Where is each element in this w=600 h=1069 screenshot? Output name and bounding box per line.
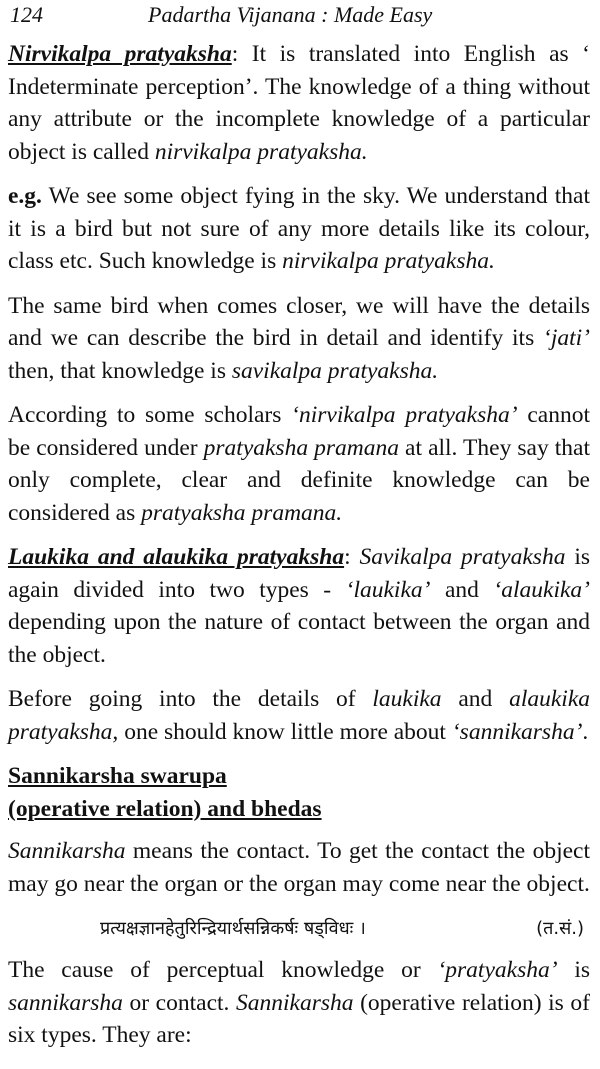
running-title: Padartha Vijanana : Made Easy <box>148 2 433 27</box>
body-text: The cause of perceptual knowledge or <box>8 957 438 983</box>
section-heading-line1: Sannikarsha swarupa <box>8 763 227 789</box>
term-heading: Nirvikalpa pratyaksha <box>8 41 232 67</box>
italic-term: Savikalpa pratyaksha <box>350 544 566 570</box>
paragraph-sannikarsha <box>8 835 590 900</box>
paragraph-nirvikalpa <box>8 38 590 168</box>
body-text: or contact. <box>122 989 236 1016</box>
italic-term: sannikarsha <box>8 989 123 1016</box>
paragraph-example <box>8 180 590 278</box>
body-text: According to some scholars <box>8 402 292 428</box>
paragraph-scholars <box>8 399 590 529</box>
term-heading: Laukika and alaukika pratyaksha <box>8 544 345 570</box>
body-text: Before going into the details of <box>8 686 373 712</box>
colon: : <box>344 544 351 570</box>
body-text: and <box>441 686 510 712</box>
italic-term: ‘laukika’ <box>345 576 431 603</box>
eg-label: e.g. <box>8 183 42 209</box>
body-text: It is translated into English as ‘ Indeterminate perception’. The knowledge of a thing without any attribute or the incomplete knowledge of a particular object is called <box>8 41 590 165</box>
verse-source: (त.सं.) <box>536 918 584 939</box>
body-text: . <box>582 718 589 745</box>
italic-term: ‘sannikarsha’ <box>451 718 583 745</box>
sanskrit-verse <box>8 912 590 946</box>
italic-term: ‘nirvikalpa pratyaksha’ <box>291 402 518 428</box>
body-text: (operative relation) is of six types. They are: <box>8 989 590 1048</box>
page-number: 124 <box>10 2 43 27</box>
italic-term: nirvikalpa pratyaksha. <box>154 138 368 165</box>
italic-term: Sannikarsha <box>8 838 126 864</box>
body-text: We see some object fying in the sky. We understand that it is a bird but not sure of any more details like its colour, class etc. Such knowledge is <box>8 183 590 274</box>
section-heading <box>8 760 590 825</box>
italic-term: Sannikarsha <box>236 989 354 1016</box>
body-text: then, that knowledge is <box>8 357 232 384</box>
italic-term: ‘jati’ <box>543 325 590 351</box>
colon: : <box>231 41 239 67</box>
body-text: is again divided into two types - <box>8 544 590 603</box>
body-text: at all. They say that only complete, clear and definite knowledge can be considered as <box>8 434 591 526</box>
page-header <box>8 0 590 38</box>
body-text: depending upon the nature of contact between the organ and the object. <box>8 609 590 668</box>
italic-term: pratyaksha pramana <box>203 434 399 461</box>
paragraph-laukika <box>8 541 590 671</box>
body-text: and <box>430 576 494 603</box>
italic-term: pratyaksha pramana. <box>141 499 343 526</box>
paragraph-cause <box>8 954 590 1052</box>
italic-term: alaukika pratyaksha, <box>8 686 590 745</box>
verse-text: प्रत्यक्षज्ञानहेतुरिन्द्रियार्थसन्निकर्षः षड्विधः । <box>100 918 366 939</box>
italic-term: nirvikalpa pratyaksha. <box>282 248 495 274</box>
paragraph-savikalpa <box>8 290 590 388</box>
italic-term: ‘alaukika’ <box>493 576 590 603</box>
body-text: one should know little more about <box>118 718 452 745</box>
italic-term: laukika <box>372 686 442 712</box>
body-text: is <box>557 957 590 983</box>
body-text: cannot be considered under <box>8 402 590 461</box>
body-text: means the contact. To get the contact the object may go near the organ or the organ may come near the object. <box>8 838 590 897</box>
body-text: The same bird when comes closer, we will have the details and we can describe the bird in detail and identify its <box>8 292 590 351</box>
italic-term: ‘pratyaksha’ <box>437 957 558 983</box>
section-heading-line2: (operative relation) and bhedas <box>8 795 322 822</box>
italic-term: savikalpa pratyaksha. <box>231 357 439 384</box>
paragraph-before <box>8 683 590 748</box>
